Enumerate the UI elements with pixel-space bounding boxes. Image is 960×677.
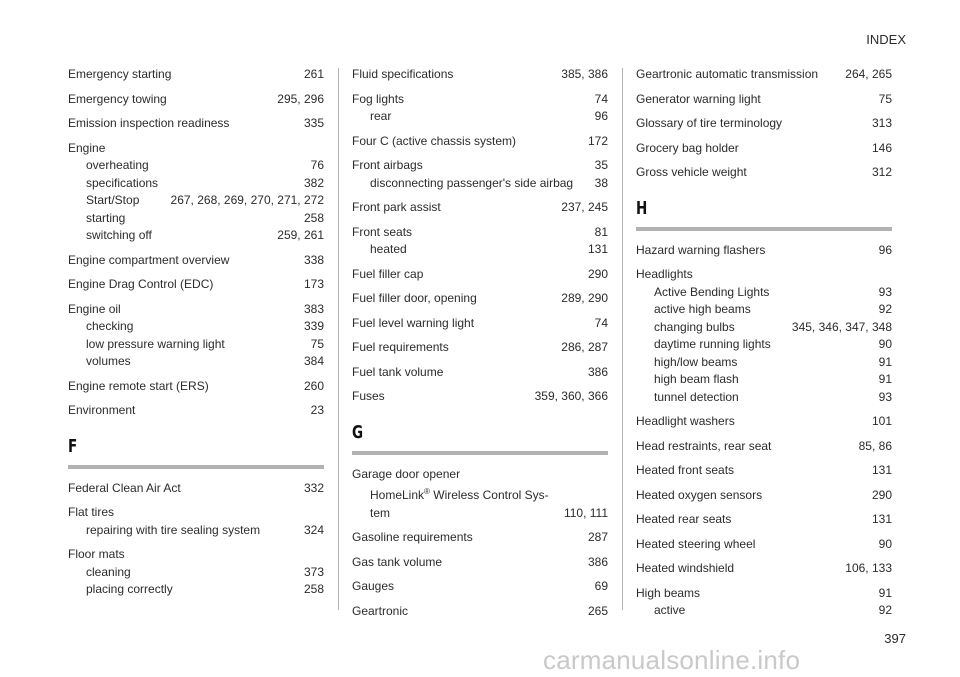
subentry-title: disconnecting passenger's side airbag bbox=[370, 175, 574, 190]
index-entry bbox=[68, 546, 324, 599]
index-entry-line bbox=[68, 301, 324, 319]
entry-title: Fuel tank volume bbox=[352, 364, 444, 379]
index-entry bbox=[636, 536, 892, 554]
index-subentry bbox=[636, 602, 892, 620]
index-entry bbox=[636, 462, 892, 480]
page-ref[interactable]: 35 bbox=[594, 158, 608, 172]
index-entry bbox=[352, 66, 608, 84]
page-ref[interactable]: 93 bbox=[878, 389, 892, 404]
index-entry bbox=[636, 438, 892, 456]
index-subentry bbox=[68, 175, 324, 193]
entry-title: Emergency starting bbox=[68, 67, 172, 81]
column-divider bbox=[338, 68, 339, 610]
entry-title: Heated oxygen sensors bbox=[636, 487, 763, 502]
subentry-title: active high beams bbox=[654, 302, 751, 316]
subentry-title bbox=[370, 483, 557, 505]
page-ref[interactable]: 295, 296 bbox=[277, 91, 324, 106]
index-entry-line bbox=[636, 115, 892, 133]
section-letter: F bbox=[68, 435, 78, 457]
index-subentry bbox=[636, 336, 892, 354]
index-entry bbox=[636, 164, 892, 182]
index-entry bbox=[636, 91, 892, 109]
index-entry-line bbox=[636, 462, 892, 480]
index-entry-line bbox=[352, 290, 608, 308]
index-entry-line bbox=[636, 585, 892, 603]
entry-title: Heated steering wheel bbox=[636, 536, 756, 551]
page-ref[interactable]: 258 bbox=[303, 210, 324, 225]
entry-title: Engine remote start (ERS) bbox=[68, 378, 209, 393]
index-entry-line bbox=[352, 603, 608, 621]
index-entry bbox=[352, 603, 608, 621]
index-column-2 bbox=[352, 66, 608, 627]
entry-title: Engine compartment overview bbox=[68, 252, 230, 267]
index-column-1 bbox=[68, 66, 324, 606]
subentry-title: overheating bbox=[86, 158, 149, 172]
index-entry bbox=[636, 585, 892, 620]
entry-title: Engine Drag Control (EDC) bbox=[68, 277, 214, 291]
index-column-3 bbox=[636, 66, 892, 627]
index-subentry bbox=[68, 157, 324, 175]
entry-title: Heated front seats bbox=[636, 463, 735, 477]
page-ref[interactable]: 267, 268, 269, 270, 271, 272 bbox=[170, 193, 324, 207]
page-ref[interactable]: 287 bbox=[587, 530, 608, 544]
subentry-title: tem bbox=[370, 505, 391, 520]
index-entry bbox=[352, 199, 608, 217]
entry-title: Front airbags bbox=[352, 158, 423, 172]
subentry-title: active bbox=[654, 603, 686, 617]
entry-title: Emission inspection readiness bbox=[68, 116, 230, 130]
index-entry bbox=[68, 480, 324, 498]
index-subentry bbox=[68, 318, 324, 336]
entry-title: Generator warning light bbox=[636, 91, 761, 106]
entry-title: Geartronic bbox=[352, 603, 409, 618]
page-ref[interactable]: 81 bbox=[594, 224, 608, 239]
page-ref[interactable]: 339 bbox=[303, 319, 324, 333]
index-entry bbox=[68, 378, 324, 396]
index-entry-line bbox=[636, 266, 892, 284]
page-ref[interactable]: 383 bbox=[303, 301, 324, 316]
subentry-title: rear bbox=[370, 109, 392, 123]
page-ref[interactable]: 96 bbox=[878, 242, 892, 257]
page-ref[interactable]: 69 bbox=[594, 579, 608, 593]
running-header: INDEX bbox=[866, 32, 906, 47]
page-ref[interactable]: 313 bbox=[871, 116, 892, 130]
subentry-title: checking bbox=[86, 319, 134, 333]
index-entry-line bbox=[352, 157, 608, 175]
index-entry bbox=[636, 242, 892, 260]
subentry-title: volumes bbox=[86, 354, 131, 368]
index-entry bbox=[68, 91, 324, 109]
page-ref[interactable]: 91 bbox=[878, 372, 892, 386]
entry-title: Federal Clean Air Act bbox=[68, 480, 181, 495]
index-entry-line bbox=[352, 554, 608, 572]
page-ref[interactable]: 172 bbox=[587, 133, 608, 148]
page-ref[interactable]: 131 bbox=[871, 512, 892, 526]
subentry-title: repairing with tire sealing system bbox=[86, 522, 261, 537]
index-subentry bbox=[68, 210, 324, 228]
index-entry bbox=[68, 140, 324, 245]
page-ref[interactable]: 286, 287 bbox=[561, 340, 608, 354]
entry-title: Gasoline requirements bbox=[352, 530, 473, 544]
index-entry bbox=[636, 487, 892, 505]
subentry-title: Active Bending Lights bbox=[654, 284, 770, 299]
subentry-title: high/low beams bbox=[654, 354, 738, 369]
page-ref[interactable]: 92 bbox=[878, 603, 892, 617]
entry-title: Flat tires bbox=[68, 505, 115, 519]
page-ref[interactable]: 90 bbox=[878, 337, 892, 351]
index-entry bbox=[352, 388, 608, 406]
index-subentry bbox=[68, 336, 324, 354]
page-ref[interactable]: 384 bbox=[303, 354, 324, 368]
index-entry bbox=[68, 115, 324, 133]
index-entry bbox=[636, 115, 892, 133]
index-entry bbox=[352, 157, 608, 192]
index-entry bbox=[352, 266, 608, 284]
column-divider bbox=[622, 68, 623, 610]
index-entry bbox=[68, 504, 324, 539]
index-entry-line bbox=[636, 487, 892, 505]
index-subentry bbox=[636, 319, 892, 337]
index-entry-line bbox=[68, 66, 324, 84]
index-entry bbox=[636, 560, 892, 578]
page-ref[interactable]: 382 bbox=[303, 175, 324, 190]
page-ref[interactable]: 38 bbox=[594, 175, 608, 190]
entry-title: Fuel requirements bbox=[352, 340, 449, 354]
entry-title: Front park assist bbox=[352, 200, 441, 214]
entry-title: High beams bbox=[636, 585, 701, 600]
index-entry bbox=[352, 529, 608, 547]
entry-title: Fog lights bbox=[352, 91, 405, 106]
index-entry-line bbox=[68, 115, 324, 133]
index-subentry bbox=[352, 241, 608, 259]
page-ref[interactable]: 85, 86 bbox=[858, 438, 892, 453]
entry-title: Heated rear seats bbox=[636, 512, 732, 526]
page-ref[interactable]: 101 bbox=[871, 414, 892, 428]
index-entry-line bbox=[636, 560, 892, 578]
index-entry-line bbox=[636, 536, 892, 554]
index-entry bbox=[352, 466, 608, 523]
index-entry-line bbox=[636, 91, 892, 109]
index-entry bbox=[68, 276, 324, 294]
index-entry bbox=[636, 266, 892, 406]
section-letter: G bbox=[352, 421, 364, 443]
page-ref[interactable]: 261 bbox=[303, 67, 324, 81]
page-ref[interactable]: 92 bbox=[878, 302, 892, 316]
page-ref[interactable]: 359, 360, 366 bbox=[534, 389, 608, 403]
entry-title: Grocery bag holder bbox=[636, 140, 739, 155]
page-ref[interactable]: 259, 261 bbox=[277, 228, 324, 242]
index-entry bbox=[352, 290, 608, 308]
entry-title: Four C (active chassis system) bbox=[352, 133, 517, 148]
entry-title: Gauges bbox=[352, 579, 395, 593]
index-entry-line bbox=[636, 413, 892, 431]
index-entry bbox=[352, 578, 608, 596]
section-letter: H bbox=[636, 197, 648, 219]
index-entry-line bbox=[68, 480, 324, 498]
index-entry-line bbox=[352, 133, 608, 151]
index-subentry bbox=[68, 581, 324, 599]
index-entry-line bbox=[68, 276, 324, 294]
page-ref[interactable]: 258 bbox=[303, 582, 324, 596]
page-ref[interactable]: 290 bbox=[587, 266, 608, 281]
entry-title: Floor mats bbox=[68, 547, 125, 561]
section-rule bbox=[68, 465, 324, 469]
subentry-title: starting bbox=[86, 210, 126, 225]
page-ref[interactable]: 110, 111 bbox=[563, 505, 608, 520]
index-entry bbox=[636, 413, 892, 431]
index-subentry bbox=[68, 353, 324, 371]
page-ref[interactable]: 75 bbox=[310, 336, 324, 351]
index-subentry bbox=[352, 108, 608, 126]
index-entry bbox=[352, 91, 608, 126]
entry-title: Front seats bbox=[352, 224, 413, 239]
subentry-title: Start/Stop bbox=[86, 193, 140, 207]
entry-title: Fuses bbox=[352, 389, 385, 403]
index-subentry bbox=[68, 227, 324, 245]
index-entry bbox=[636, 511, 892, 529]
index-entry-line bbox=[352, 266, 608, 284]
page-ref[interactable]: 260 bbox=[303, 378, 324, 393]
index-entry bbox=[68, 252, 324, 270]
index-subentry bbox=[636, 301, 892, 319]
page-ref[interactable]: 265 bbox=[587, 603, 608, 618]
page-ref[interactable]: 332 bbox=[303, 480, 324, 495]
page-ref[interactable]: 289, 290 bbox=[561, 291, 608, 305]
index-entry-line bbox=[68, 546, 324, 564]
index-entry-line bbox=[68, 378, 324, 396]
page-ref[interactable]: 335 bbox=[303, 116, 324, 130]
index-entry-line bbox=[352, 199, 608, 217]
section-heading bbox=[68, 436, 324, 469]
entry-title: Headlights bbox=[636, 267, 693, 281]
page-ref[interactable]: 386 bbox=[587, 554, 608, 569]
subentry-title: changing bulbs bbox=[654, 319, 735, 334]
section-heading bbox=[636, 198, 892, 231]
index-entry-line bbox=[636, 242, 892, 260]
index-subentry bbox=[68, 522, 324, 540]
watermark: carmanualsonline.info bbox=[543, 645, 801, 675]
index-entry-line bbox=[636, 164, 892, 182]
index-entry-line bbox=[352, 364, 608, 382]
entry-title: Glossary of tire terminology bbox=[636, 116, 783, 130]
index-entry-line bbox=[352, 529, 608, 547]
index-subentry bbox=[636, 371, 892, 389]
index-entry-line bbox=[68, 504, 324, 522]
index-entry bbox=[352, 133, 608, 151]
index-entry-line bbox=[352, 388, 608, 406]
page-ref[interactable]: 373 bbox=[303, 564, 324, 579]
section-rule bbox=[352, 451, 608, 455]
page-number: 397 bbox=[884, 631, 906, 646]
subentry-title: low pressure warning light bbox=[86, 336, 225, 351]
entry-title: Engine bbox=[68, 140, 106, 155]
title-text: HomeLink bbox=[370, 488, 425, 502]
page-ref[interactable]: 74 bbox=[594, 91, 608, 106]
index-entry-line bbox=[352, 315, 608, 333]
entry-title: Emergency towing bbox=[68, 91, 167, 106]
page-ref[interactable]: 75 bbox=[878, 91, 892, 106]
entry-title: Fluid specifications bbox=[352, 67, 454, 81]
section-heading bbox=[352, 422, 608, 455]
page-ref[interactable]: 345, 346, 347, 348 bbox=[791, 319, 892, 334]
subentry-title: high beam flash bbox=[654, 372, 739, 386]
index-entry bbox=[68, 402, 324, 420]
page-ref[interactable]: 131 bbox=[587, 242, 608, 256]
index-entry-line bbox=[68, 91, 324, 109]
index-subentry bbox=[636, 284, 892, 302]
index-entry-line bbox=[636, 438, 892, 456]
index-entry bbox=[636, 140, 892, 158]
index-entry bbox=[68, 301, 324, 371]
page-ref[interactable]: 146 bbox=[871, 140, 892, 155]
entry-title: Gross vehicle weight bbox=[636, 165, 747, 179]
entry-title: Gas tank volume bbox=[352, 554, 443, 569]
index-subentry bbox=[636, 354, 892, 372]
entry-title: Environment bbox=[68, 403, 136, 417]
entry-title: Heated windshield bbox=[636, 561, 735, 575]
entry-title: Fuel filler door, opening bbox=[352, 291, 477, 305]
index-entry bbox=[68, 66, 324, 84]
subentry-title: heated bbox=[370, 242, 407, 256]
index-entry bbox=[352, 554, 608, 572]
entry-title: Fuel filler cap bbox=[352, 266, 424, 281]
subentry-title: specifications bbox=[86, 175, 159, 190]
page-ref[interactable]: 237, 245 bbox=[561, 200, 608, 214]
index-entry bbox=[352, 364, 608, 382]
subentry-title: placing correctly bbox=[86, 582, 173, 596]
index-entry-line bbox=[636, 66, 892, 84]
index-entry-line bbox=[352, 466, 608, 484]
page-ref[interactable]: 91 bbox=[878, 354, 892, 369]
page-ref[interactable]: 312 bbox=[871, 165, 892, 179]
section-rule bbox=[636, 227, 892, 231]
page-ref[interactable]: 386 bbox=[587, 364, 608, 379]
subentry-title: daytime running lights bbox=[654, 337, 771, 351]
index-entry bbox=[352, 224, 608, 259]
index-subentry bbox=[352, 483, 608, 505]
subentry-title: cleaning bbox=[86, 564, 131, 579]
index-entry-line bbox=[68, 402, 324, 420]
title-text-cont: Wireless Control Sys- bbox=[429, 488, 549, 502]
index-entry-line bbox=[352, 224, 608, 242]
index-entry-line bbox=[352, 66, 608, 84]
index-entry bbox=[352, 339, 608, 357]
index-subentry bbox=[636, 389, 892, 407]
index-entry-line bbox=[352, 578, 608, 596]
entry-title: Fuel level warning light bbox=[352, 315, 475, 330]
page-ref[interactable]: 338 bbox=[303, 252, 324, 267]
page-ref[interactable]: 385, 386 bbox=[561, 67, 608, 81]
page-ref[interactable]: 91 bbox=[878, 585, 892, 600]
index-entry-line bbox=[68, 140, 324, 158]
page-ref[interactable]: 76 bbox=[310, 158, 324, 172]
entry-title: Headlight washers bbox=[636, 414, 735, 428]
page-ref[interactable]: 173 bbox=[303, 277, 324, 291]
page-ref[interactable]: 264, 265 bbox=[845, 67, 892, 81]
index-subentry bbox=[68, 564, 324, 582]
index-entry-line bbox=[68, 252, 324, 270]
index-entry-line bbox=[636, 511, 892, 529]
page-ref[interactable]: 23 bbox=[310, 403, 324, 417]
subentry-title: switching off bbox=[86, 228, 152, 242]
page-ref[interactable]: 93 bbox=[878, 284, 892, 299]
entry-title: Hazard warning flashers bbox=[636, 242, 766, 257]
page-ref[interactable]: 324 bbox=[303, 522, 324, 537]
entry-title: Engine oil bbox=[68, 301, 121, 316]
index-subentry bbox=[352, 505, 608, 523]
registered-mark: ® bbox=[424, 487, 430, 496]
page-ref[interactable]: 131 bbox=[871, 463, 892, 477]
entry-title: Garage door opener bbox=[352, 466, 461, 481]
page-ref[interactable]: 106, 133 bbox=[845, 561, 892, 575]
subentry-title: tunnel detection bbox=[654, 389, 739, 404]
index-entry-line bbox=[636, 140, 892, 158]
index-entry bbox=[636, 66, 892, 84]
page-ref[interactable]: 90 bbox=[878, 536, 892, 551]
index-entry-line bbox=[352, 339, 608, 357]
index-subentry bbox=[68, 192, 324, 210]
page-ref[interactable]: 290 bbox=[871, 487, 892, 502]
entry-title: Geartronic automatic transmission bbox=[636, 67, 819, 81]
index-entry-line bbox=[352, 91, 608, 109]
index-entry bbox=[352, 315, 608, 333]
entry-title: Head restraints, rear seat bbox=[636, 438, 772, 453]
index-subentry bbox=[352, 175, 608, 193]
page-ref[interactable]: 96 bbox=[594, 109, 608, 123]
page-ref[interactable]: 74 bbox=[594, 315, 608, 330]
